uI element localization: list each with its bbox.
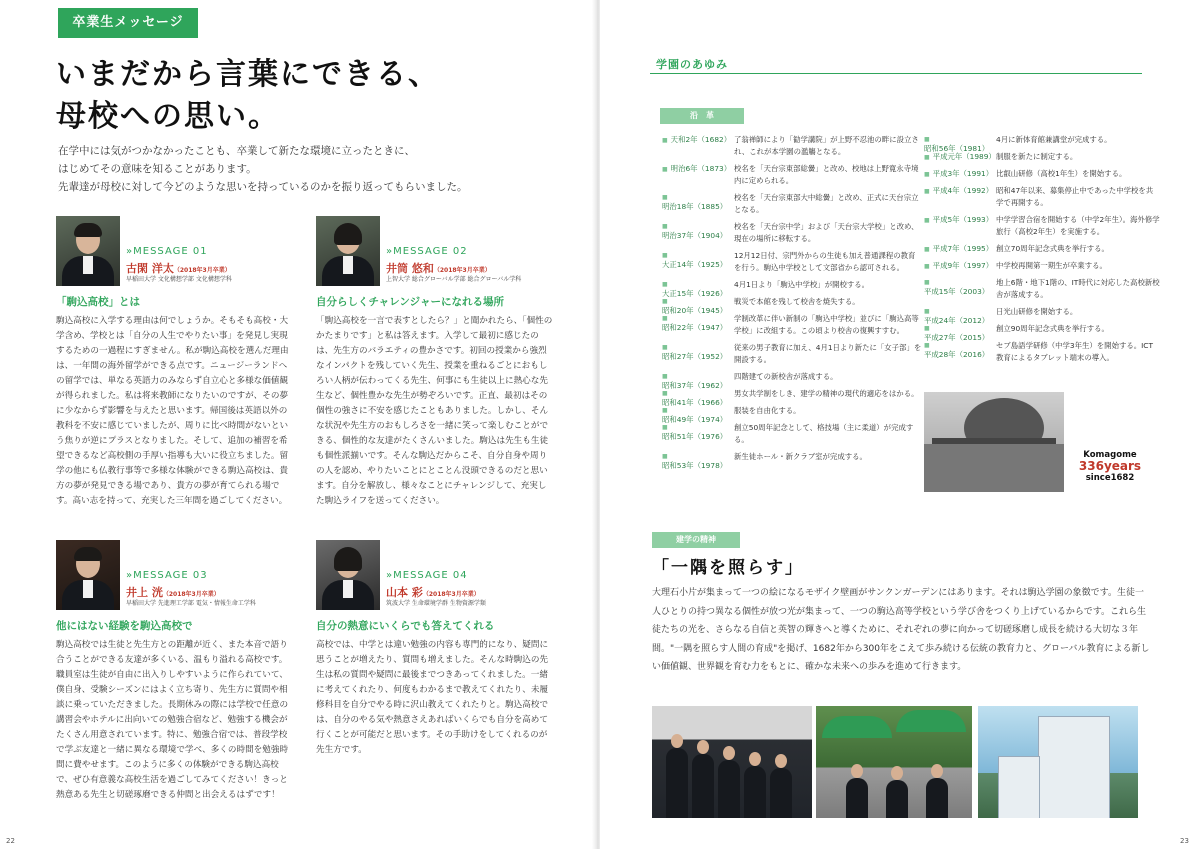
- history-event: 制服を新たに制定する。: [996, 152, 1078, 161]
- message-body: 高校では、中学とは違い勉強の内容も専門的になり、疑問に思うことが増えたり、質問も増えました。そんな時駒込の先生は私の質問や疑問に最後までつきあってくれました。一緒に考えてくれたり、何度もわかるまで教えてくれたり、未履修科目を自分でやる時に沢山教えてくれたりと。駒込高校では、自分のやる気や熱意さえあればいくらでも自分を高めて行くことが可能だと思います。その手助けをしてくれるのが先生方です。: [316, 640, 549, 755]
- history-era: ■ 昭和49年（1974）: [662, 405, 734, 425]
- history-era: ■ 平成5年（1993）: [924, 214, 996, 225]
- history-era: ■ 昭和56年（1981）: [924, 134, 996, 154]
- history-entry: [662, 371, 922, 390]
- history-event: 12月12日付、宗門外からの生徒も加え普通課程の教育を行う。駒込中学校として文部省から認可される。: [734, 251, 916, 272]
- message-heading: 他にはない経験を駒込高校で: [56, 620, 193, 632]
- history-event: 学制改革に伴い新制の「駒込中学校」並びに「駒込高等学校」に改組する。この頃より校舎の復興すすむ。: [734, 314, 919, 335]
- history-section-title: 学園のあゆみ: [656, 58, 728, 71]
- graduate-photo: [316, 216, 380, 286]
- headline: [56, 54, 440, 138]
- message-label: »MESSAGE 03: [126, 570, 208, 581]
- graduate-name: 井上 洸（2018年3月卒業）: [126, 586, 220, 599]
- graduate-photo: [56, 216, 120, 286]
- intro-line-2: はじめてその意味を知ることがあります。: [58, 163, 257, 175]
- message-heading: 「駒込高校」とは: [56, 296, 140, 308]
- graduate-photo: [56, 540, 120, 610]
- history-event: 了翁禅師により「勧学講院」が上野不忍池の畔に設立され、これが本学園の濫觴となる。: [734, 135, 919, 156]
- history-entry: [924, 168, 1160, 180]
- headline-line-1: いまだから言葉にできる、: [56, 57, 440, 92]
- history-era: ■ 大正14年（1925）: [662, 250, 734, 270]
- history-entry: [662, 192, 922, 216]
- spirit-chip: 建学の精神: [652, 532, 740, 548]
- history-entry: [662, 134, 922, 158]
- history-chip: 沿 革: [660, 108, 744, 124]
- graduate-school: 上智大学 総合グローバル学部 総合グローバル学科: [386, 276, 522, 283]
- left-page: [0, 0, 598, 849]
- page-number-left: 22: [6, 837, 15, 845]
- komagome-line-1: Komagome: [1083, 450, 1137, 460]
- courtyard-photo: [816, 706, 972, 818]
- history-event: 男女共学制をしき、建学の精神の現代的適応をはかる。: [734, 389, 919, 398]
- history-entry: [924, 214, 1160, 238]
- students-photo: [652, 706, 812, 818]
- history-event: 校名を「天台宗東部総黌」と改め、校地は上野寛永寺境内に定められる。: [734, 164, 919, 185]
- intro-line-1: 在学中には気がつかなかったことも、卒業して新たな環境に立ったときに、: [58, 145, 415, 157]
- history-era: ■ 昭和27年（1952）: [662, 342, 734, 362]
- history-event: 中学校再開第一期生が卒業する。: [996, 261, 1107, 270]
- history-column-2: [924, 134, 1160, 369]
- history-entry: [662, 451, 922, 470]
- history-event: 4月に新体育館兼講堂が完成する。: [996, 135, 1112, 144]
- history-era: ■ 昭和51年（1976）: [662, 422, 734, 442]
- message-heading: 自分の熱意にいくらでも答えてくれる: [316, 620, 495, 632]
- spirit-text: 大理石小片が集まって一つの絵になるモザイク壁画がサンクンガーデンにはあります。それは駒込学園の象徴です。生徒一人ひとりの持つ異なる個性が放つ光が集まって、一つの駒込高等学校という学び舎をつくり上げているからです。これら生徒たちの光を、さらなる自信と英智の輝きへと導くために、それぞれの夢に向かって切磋琢磨し成長を続ける大切な３年間。"一隅を照らす人間の育成"を掲げ、1682年から300年をこえて歩み続ける伝統の教育力と、グローバル教育による新しい価値観、世界観を育む力をもとに、確かな未来への歩みを進めて行きます。: [652, 588, 1150, 672]
- history-event: 創立50周年記念として、格技場（主に柔道）が完成する。: [734, 423, 914, 444]
- graduate-name: 井筒 悠和（2018年3月卒業）: [386, 262, 491, 275]
- intro-line-3: 先輩達が母校に対して今どのような思いを持っているのかを振り返ってもらいました。: [58, 181, 468, 193]
- history-era: ■ 平成9年（1997）: [924, 260, 996, 271]
- komagome-badge: [1070, 450, 1150, 483]
- history-era: ■ 明治6年（1873）: [662, 163, 734, 174]
- history-event: 戦災で本館を残して校舎を焼失する。: [734, 297, 860, 306]
- history-event: 校名を「天台宗中学」および「天台宗大学校」と改め、現在の場所に移転する。: [734, 222, 919, 243]
- page-number-right: 23: [1180, 837, 1189, 845]
- history-era: ■ 平成24年（2012）: [924, 306, 996, 326]
- history-era: ■ 平成15年（2003）: [924, 277, 996, 297]
- graduate-photo: [316, 540, 380, 610]
- history-era: ■ 明治18年（1885）: [662, 192, 734, 212]
- headline-line-2: 母校への思い。: [56, 99, 280, 134]
- campus-building-photo: [978, 706, 1138, 818]
- history-entry: [924, 134, 1160, 153]
- history-entry: [924, 323, 1160, 342]
- message-label: »MESSAGE 02: [386, 246, 468, 257]
- history-event: 比叡山研修（高校1年生）を開始する。: [996, 169, 1127, 178]
- history-event: 日光山研修を開始する。: [996, 307, 1078, 316]
- history-era: ■ 天和2年（1682）: [662, 134, 734, 145]
- history-era: ■ 平成3年（1991）: [924, 168, 996, 179]
- historic-building-photo: [924, 392, 1064, 492]
- history-era: ■ 平成4年（1992）: [924, 185, 996, 196]
- graduate-school: 早稲田大学 文化構想学部 文化構想学科: [126, 276, 232, 283]
- history-era: ■ 昭和41年（1966）: [662, 388, 734, 408]
- history-era: ■ 平成27年（2015）: [924, 323, 996, 343]
- history-event: 新生徒ホール・新クラブ室が完成する。: [734, 452, 867, 461]
- graduate-school: 筑波大学 生命環境学群 生物資源学類: [386, 600, 486, 607]
- history-era: ■ 昭和37年（1962）: [662, 371, 734, 391]
- history-entry: [662, 296, 922, 315]
- history-era: ■ 大正15年（1926）: [662, 279, 734, 299]
- message-body: 「駒込高校を一言で表すとしたら？」と聞かれたら、「個性のかたまりです」と私は答えます。入学して最初に感じたのは、先生方のバラエティの豊かさです。初回の授業から強烈なインパクトを残していく先生、授業を重ねるごとにおもしろい人柄が伝わってくる先生、何事にも生徒以上に熱心な先生など、個性豊かな先生が勢ぞろいです。正直、最初はその個性の強さに不安を感じたこともありました。しかし、そんな状況や先生方のおもしろさを一緒に笑って楽しむことができる、個性的な友達がたくさんいました。駒込は先生も生徒も個性派揃いです。そんな駒込だからこそ、自分自身や周りの人を認め、やりたいことにとことん没頭できるのだと思います。自分を解放し、様々なことにチャレンジして、充実した駒込ライフを送ってください。: [316, 316, 553, 506]
- history-era: ■ 昭和22年（1947）: [662, 313, 734, 333]
- history-event: 創立70周年記念式典を挙行する。: [996, 244, 1109, 253]
- history-entry: [662, 388, 922, 407]
- history-entry: [924, 185, 1160, 209]
- komagome-line-3: since1682: [1085, 473, 1135, 483]
- history-column-1: [662, 134, 922, 468]
- history-event: 従来の男子教育に加え、4月1日より新たに「女子部」を開設する。: [734, 343, 922, 364]
- history-event: セブ島語学研修（中学3年生）を開始する。ICT教育によるタブレット端末の導入。: [996, 341, 1153, 362]
- history-entry: [662, 313, 922, 337]
- message-body: 駒込高校に入学する理由は何でしょうか。そもそも高校・大学含め、学校とは「自分の人生でやりたい事」を発見し実現するための一過程にすぎません。私が駒込高校を選んだ理由は、一年間の海外留学ができる点です。ニュージーランドへの留学では、単なる英語力のみならず自立心と多様な価値観が得られました。私は将来教師になりたいのですが、その夢に少なからず影響を与えたと思います。帰国後は英語以外の教科を不安に感じていましたが、周りに比べ時間がないという焦りが逆にプラスとなりました。そして、追加の補習を希望できるなど高校側の手厚い指導も大いに役立ちました。留学の他にも仏教行事等で多様な体験ができる駒込高校は、貴方の夢が発見できる場であり、貴方の夢が育てられる場です。高い志を持って、充実した三年間を過ごしてください。: [56, 316, 289, 506]
- history-entry: [662, 405, 922, 424]
- message-label: »MESSAGE 01: [126, 246, 208, 257]
- history-entry: [924, 306, 1160, 325]
- history-entry: [924, 151, 1160, 163]
- history-entry: [662, 342, 922, 366]
- history-era: ■ 平成元年（1989）: [924, 151, 996, 162]
- history-event: 創立90周年記念式典を挙行する。: [996, 324, 1109, 333]
- history-entry: [924, 340, 1160, 364]
- history-era: ■ 昭和53年（1978）: [662, 451, 734, 471]
- history-event: 地上6階・地下1階の、IT時代に対応した高校新校舎が落成する。: [996, 278, 1160, 299]
- history-entry: [924, 243, 1160, 255]
- history-entry: [924, 260, 1160, 272]
- history-event: 中学学習合宿を開始する（中学2年生）。海外修学旅行（高校2年生）を実施する。: [996, 215, 1160, 236]
- message-label: »MESSAGE 04: [386, 570, 468, 581]
- history-entry: [662, 422, 922, 446]
- intro-text: [58, 142, 538, 196]
- history-event: 服装を自由化する。: [734, 406, 801, 415]
- message-body: 駒込高校では生徒と先生方との距離が近く、また本音で語り合うことができる友達が多くいる、温もり溢れる高校です。職員室は生徒が自由に出入りしやすいように作られていて、僕自身、受験シーズンにはよく立ち寄り、先生方に質問や相談に乗っていただきました。長期休みの際には学校で任意の講習会やホテルに出向いての勉強合宿など、勉強する機会がたくさん用意されています。特に、勉強合宿では、普段学校で学ぶ友達と一緒に異なる環境で学べ、多くの時間を勉強時間に費やせます。このように多くの体験ができる駒込高校で、ぜひ有意義な高校生活を過ごしてみてください！きっと熱意ある先生と切磋琢磨できる仲間と出会えるはずです！: [56, 640, 289, 800]
- komagome-line-2: 336years: [1078, 459, 1142, 473]
- section-divider: [650, 73, 1142, 74]
- history-entry: [662, 221, 922, 245]
- history-entry: [662, 250, 922, 274]
- history-event: 昭和47年以来、募集停止中であった中学校を共学で再開する。: [996, 186, 1154, 207]
- graduate-school: 早稲田大学 先進理工学部 電気・情報生命工学科: [126, 600, 256, 607]
- history-event: 4月1日より「駒込中学校」が開校する。: [734, 280, 870, 289]
- history-event: 校名を「天台宗東部大中総黌」と改め、正式に天台宗立となる。: [734, 193, 919, 214]
- school-motto: 「一隅を照らす」: [652, 558, 804, 578]
- history-entry: [662, 163, 922, 187]
- history-entry: [924, 277, 1160, 301]
- history-event: 四階建ての新校舎が落成する。: [734, 372, 838, 381]
- section-tag: 卒業生メッセージ: [58, 8, 198, 38]
- history-era: ■ 平成28年（2016）: [924, 340, 996, 360]
- history-era: ■ 明治37年（1904）: [662, 221, 734, 241]
- history-era: ■ 昭和20年（1945）: [662, 296, 734, 316]
- message-heading: 自分らしくチャレンジャーになれる場所: [316, 296, 504, 308]
- history-era: ■ 平成7年（1995）: [924, 243, 996, 254]
- graduate-name: 山本 彩（2018年3月卒業）: [386, 586, 480, 599]
- graduate-name: 古閑 洋太（2018年3月卒業）: [126, 262, 231, 275]
- history-entry: [662, 279, 922, 298]
